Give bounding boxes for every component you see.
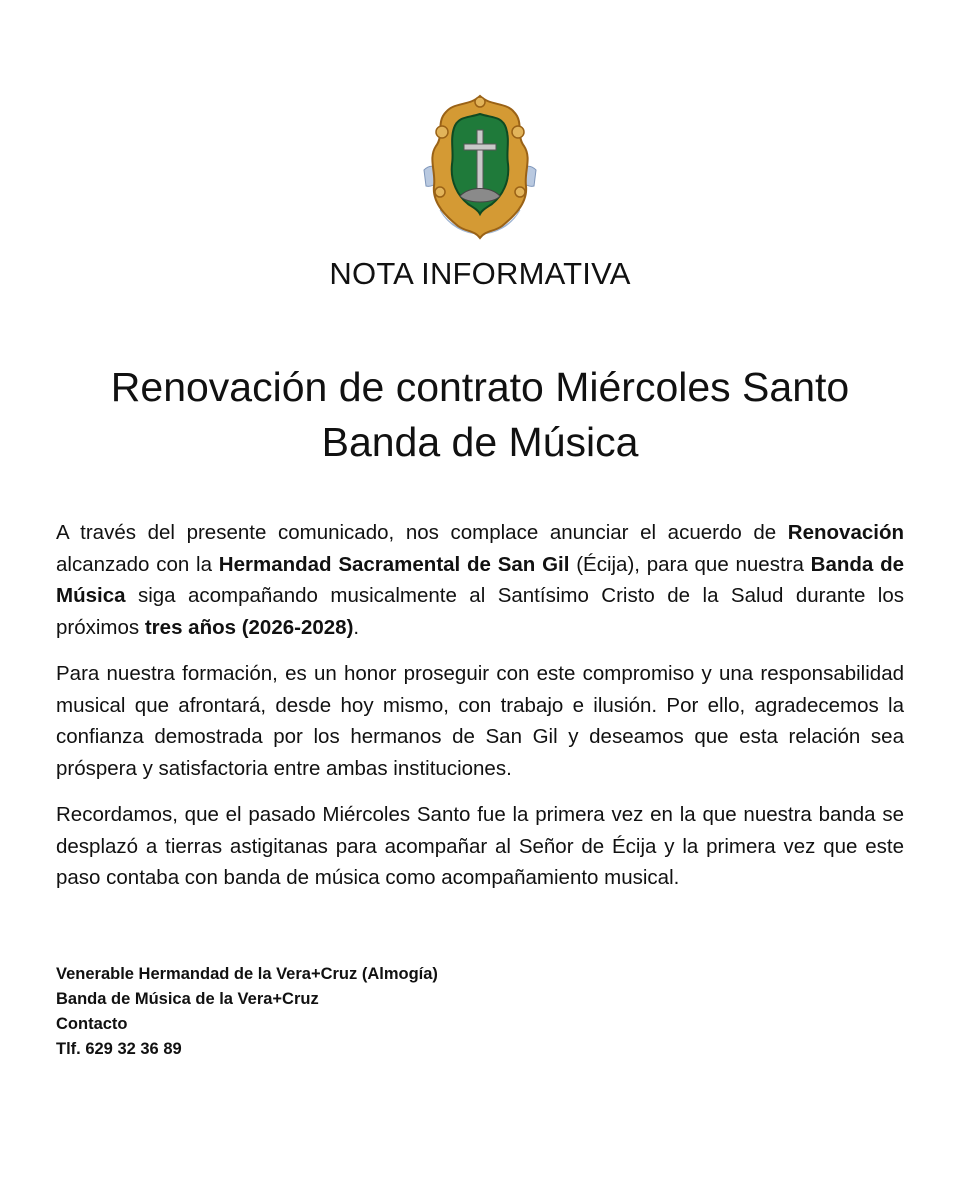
band-name: Banda de Música de la Vera+Cruz [56,990,319,1008]
paragraph-1-bold: Banda de Música [56,552,904,607]
paragraph-1-bold: Hermandad Sacramental de San Gil [218,552,570,576]
signature-block [56,962,438,1062]
paragraph-3: Recordamos, que el pasado Miércoles Santo fue la primera vez en la que nuestra banda se desplazó a tierras astigitanas para acompañar al Señor de Écija y la primera vez que este paso contaba con banda de música como acompañamiento musical. [56,803,904,889]
contact-label: Contacto [56,1015,128,1033]
paragraph-1-text: . [353,615,360,639]
phone-number: Tlf. 629 32 36 89 [56,1040,182,1058]
paragraph-1-bold: tres años (2026-2028) [144,615,354,639]
paragraph-1-text: siga acompañando musicalmente al Santísimo Cristo de la Salud durante los próximos [56,584,904,639]
paragraph-1-text: alcanzado con la [56,552,219,576]
paragraph-1-text: A través del presente comunicado, nos complace anunciar el acuerdo de [56,521,788,544]
announcement-body [56,517,904,909]
paragraph-1-text: (Écija), para que nuestra [569,552,811,576]
title-line-1: Renovación de contrato Miércoles Santo [110,364,850,410]
brotherhood-crest-icon [418,92,542,252]
title-line-2: Banda de Música [321,419,639,465]
paragraph-2: Para nuestra formación, es un honor proseguir con este compromiso y una responsabilidad musical que afrontará, desde hoy mismo, con trabajo e ilusión. Por ello, agradecemos la confianza demostrada por los hermanos de San Gil y deseamos que esta relación sea próspera y satisfactoria entre ambas instituciones. [56,662,904,780]
document-type-heading: NOTA INFORMATIVA [329,256,631,291]
paragraph-1 [56,517,904,643]
page-title [0,360,960,470]
organization-name: Venerable Hermandad de la Vera+Cruz (Almogía) [56,965,438,983]
paragraph-1-bold: Renovación [787,521,904,544]
